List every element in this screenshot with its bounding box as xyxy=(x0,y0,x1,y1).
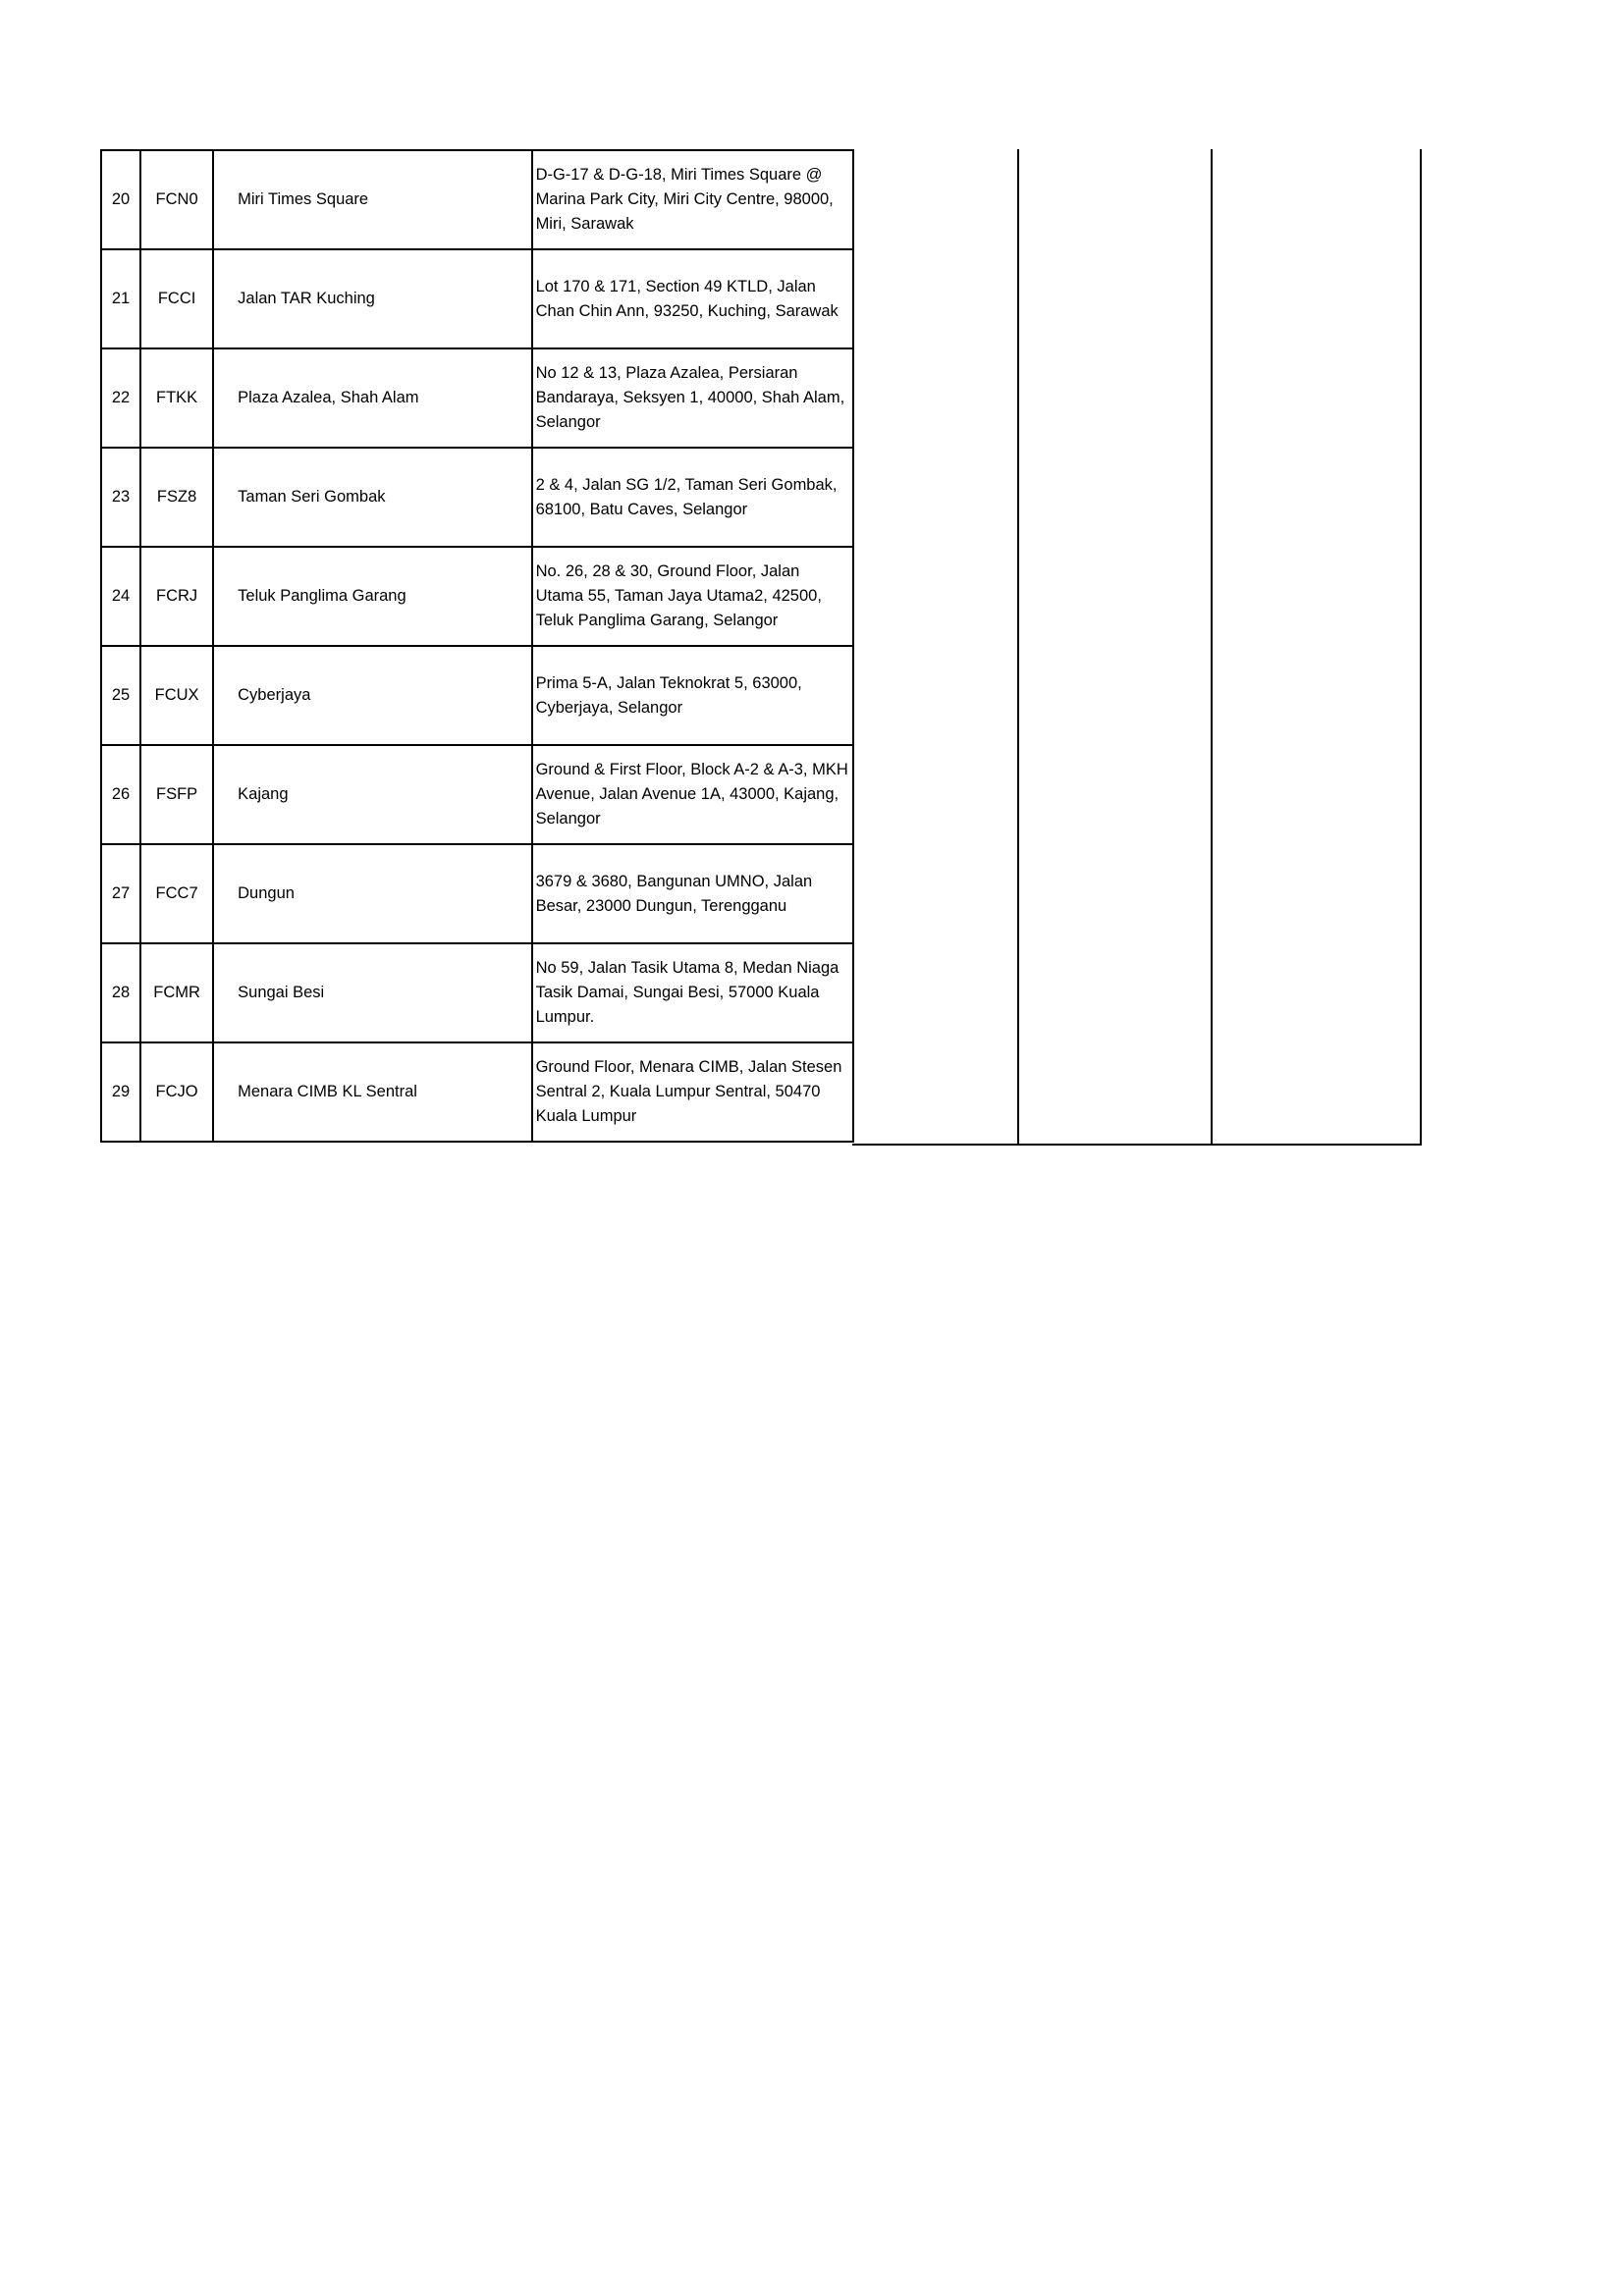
branch-code: FCRJ xyxy=(140,547,213,646)
branch-address: Lot 170 & 171, Section 49 KTLD, Jalan Chan Chin Ann, 93250, Kuching, Sarawak xyxy=(532,249,853,348)
column-divider xyxy=(1211,149,1213,1146)
branch-address: No 12 & 13, Plaza Azalea, Persiaran Bandaraya, Seksyen 1, 40000, Shah Alam, Selangor xyxy=(532,348,853,448)
row-number: 25 xyxy=(101,646,140,745)
branch-address: Ground Floor, Menara CIMB, Jalan Stesen Sentral 2, Kuala Lumpur Sentral, 50470 Kuala Lumpur xyxy=(532,1042,853,1142)
row-number: 28 xyxy=(101,943,140,1042)
row-number: 23 xyxy=(101,448,140,547)
branch-code: FCN0 xyxy=(140,150,213,249)
branch-name: Cyberjaya xyxy=(213,646,531,745)
table-row xyxy=(101,150,853,249)
row-number: 22 xyxy=(101,348,140,448)
branch-name: Teluk Panglima Garang xyxy=(213,547,531,646)
table-row xyxy=(101,448,853,547)
table-row xyxy=(101,1042,853,1142)
branch-address: 3679 & 3680, Bangunan UMNO, Jalan Besar, 23000 Dungun, Terengganu xyxy=(532,844,853,943)
table-row xyxy=(101,249,853,348)
row-number: 27 xyxy=(101,844,140,943)
branch-name: Jalan TAR Kuching xyxy=(213,249,531,348)
table-row xyxy=(101,646,853,745)
branch-address: 2 & 4, Jalan SG 1/2, Taman Seri Gombak, 68100, Batu Caves, Selangor xyxy=(532,448,853,547)
column-divider xyxy=(1017,149,1019,1146)
table-row xyxy=(101,547,853,646)
row-number: 21 xyxy=(101,249,140,348)
table-row xyxy=(101,844,853,943)
branch-name: Dungun xyxy=(213,844,531,943)
branch-address: Ground & First Floor, Block A-2 & A-3, MKH Avenue, Jalan Avenue 1A, 43000, Kajang, Selangor xyxy=(532,745,853,844)
branch-code: FCCI xyxy=(140,249,213,348)
branch-table-container xyxy=(100,149,854,1143)
branch-address: Prima 5-A, Jalan Teknokrat 5, 63000, Cyberjaya, Selangor xyxy=(532,646,853,745)
table-row xyxy=(101,943,853,1042)
branch-address: D-G-17 & D-G-18, Miri Times Square @ Marina Park City, Miri City Centre, 98000, Miri, Sarawak xyxy=(532,150,853,249)
branch-name: Miri Times Square xyxy=(213,150,531,249)
branch-code: FCC7 xyxy=(140,844,213,943)
branch-code: FTKK xyxy=(140,348,213,448)
branch-address: No 59, Jalan Tasik Utama 8, Medan Niaga Tasik Damai, Sungai Besi, 57000 Kuala Lumpur. xyxy=(532,943,853,1042)
branch-name: Sungai Besi xyxy=(213,943,531,1042)
row-number: 26 xyxy=(101,745,140,844)
branch-code: FSZ8 xyxy=(140,448,213,547)
branch-name: Kajang xyxy=(213,745,531,844)
table-row xyxy=(101,745,853,844)
branch-code: FCMR xyxy=(140,943,213,1042)
branch-name: Taman Seri Gombak xyxy=(213,448,531,547)
branch-address: No. 26, 28 & 30, Ground Floor, Jalan Utama 55, Taman Jaya Utama2, 42500, Teluk Panglima Garang, Selangor xyxy=(532,547,853,646)
row-number: 29 xyxy=(101,1042,140,1142)
branch-name: Plaza Azalea, Shah Alam xyxy=(213,348,531,448)
row-number: 24 xyxy=(101,547,140,646)
row-number: 20 xyxy=(101,150,140,249)
branch-code: FSFP xyxy=(140,745,213,844)
table-bottom-rule xyxy=(852,1144,1422,1146)
branch-code: FCUX xyxy=(140,646,213,745)
branch-name: Menara CIMB KL Sentral xyxy=(213,1042,531,1142)
table-row xyxy=(101,348,853,448)
branch-table xyxy=(100,149,854,1143)
column-divider xyxy=(1420,149,1422,1146)
branch-code: FCJO xyxy=(140,1042,213,1142)
